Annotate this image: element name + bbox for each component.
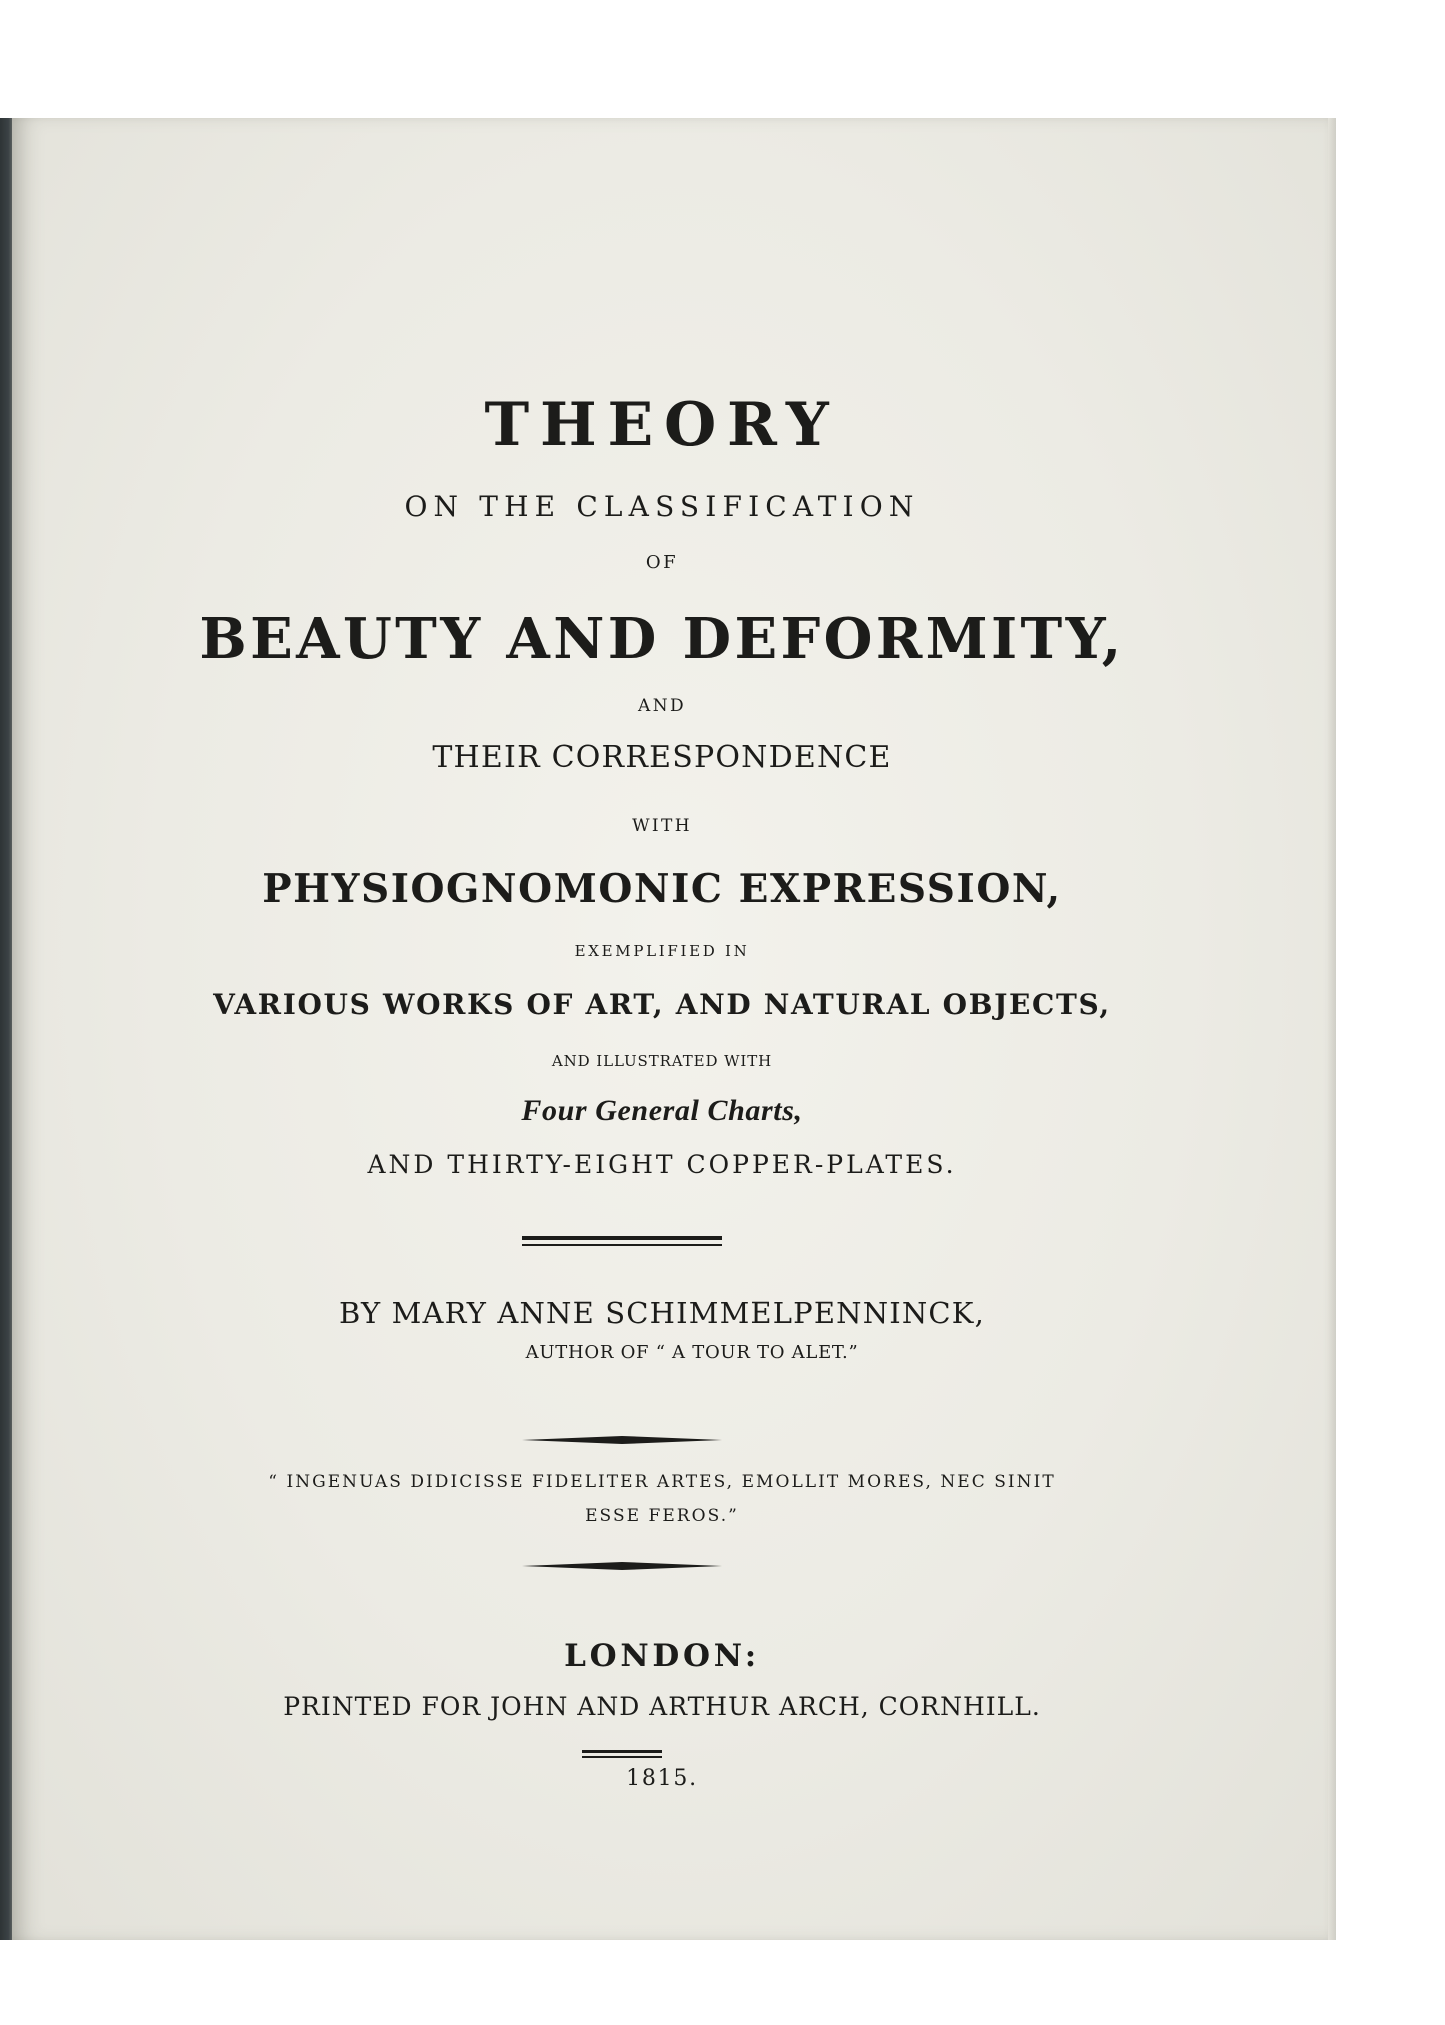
charts-line: Four General Charts, bbox=[521, 1094, 803, 1127]
imprint-place: LONDON: bbox=[564, 1638, 760, 1674]
title-page bbox=[12, 118, 1334, 1940]
plates-line: AND THIRTY-EIGHT COPPER-PLATES. bbox=[367, 1150, 957, 1179]
author-note: AUTHOR OF “ A TOUR TO ALET.” bbox=[525, 1342, 859, 1363]
connector-of: OF bbox=[645, 552, 679, 573]
correspondence-line: THEIR CORRESPONDENCE bbox=[432, 740, 892, 775]
double-rule-divider bbox=[522, 1236, 722, 1248]
subject-heading: BEAUTY AND DEFORMITY, bbox=[199, 606, 1125, 672]
imprint-printer: PRINTED FOR JOHN AND ARTHUR ARCH, CORNHILL. bbox=[283, 1692, 1041, 1721]
book-title: THEORY bbox=[484, 390, 840, 460]
short-double-rule bbox=[582, 1750, 662, 1758]
exemplified-line: EXEMPLIFIED IN bbox=[574, 942, 750, 960]
subtitle-line: ON THE CLASSIFICATION bbox=[404, 490, 920, 523]
various-works-line: VARIOUS WORKS OF ART, AND NATURAL OBJECTS, bbox=[213, 988, 1111, 1021]
tapered-rule-divider bbox=[522, 1560, 722, 1572]
tapered-rule-divider bbox=[522, 1434, 722, 1446]
imprint-year: 1815. bbox=[626, 1766, 698, 1791]
page-fore-edge bbox=[1328, 118, 1336, 1940]
illustrated-line: AND ILLUSTRATED WITH bbox=[551, 1052, 773, 1070]
connector-and: AND bbox=[638, 696, 686, 716]
author-line: BY MARY ANNE SCHIMMELPENNINCK, bbox=[339, 1296, 985, 1330]
epigraph-line-1: “ INGENUAS DIDICISSE FIDELITER ARTES, EMOLLIT MORES, NEC SINIT bbox=[268, 1472, 1056, 1492]
physiognomonic-heading: PHYSIOGNOMONIC EXPRESSION, bbox=[262, 866, 1062, 912]
epigraph-line-2: ESSE FEROS.” bbox=[585, 1506, 739, 1526]
connector-with: WITH bbox=[632, 816, 692, 836]
